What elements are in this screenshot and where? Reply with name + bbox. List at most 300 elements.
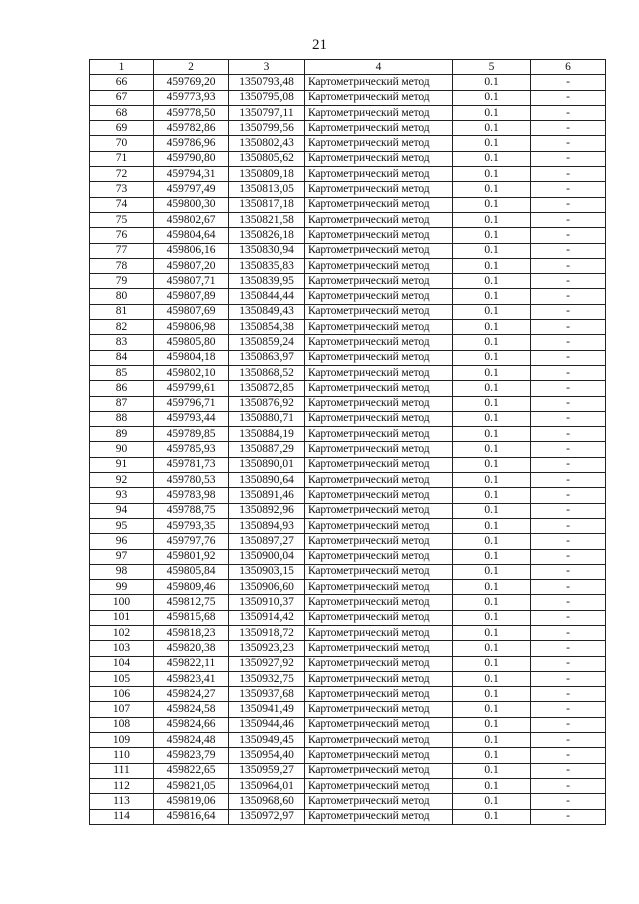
x-coordinate-cell: 459822,65: [154, 763, 229, 778]
accuracy-cell: 0.1: [453, 289, 531, 304]
x-coordinate-cell: 459806,98: [154, 320, 229, 335]
y-coordinate-cell: 1350954,40: [229, 748, 305, 763]
method-cell: Картометрический метод: [305, 641, 453, 656]
method-cell: Картометрический метод: [305, 350, 453, 365]
note-cell: -: [531, 335, 606, 350]
y-coordinate-cell: 1350872,85: [229, 381, 305, 396]
y-coordinate-cell: 1350805,62: [229, 151, 305, 166]
note-cell: -: [531, 121, 606, 136]
note-cell: -: [531, 75, 606, 90]
point-number-cell: 82: [90, 320, 154, 335]
note-cell: -: [531, 442, 606, 457]
accuracy-cell: 0.1: [453, 763, 531, 778]
x-coordinate-cell: 459797,49: [154, 182, 229, 197]
method-cell: Картометрический метод: [305, 411, 453, 426]
point-number-cell: 84: [90, 350, 154, 365]
y-coordinate-cell: 1350876,92: [229, 396, 305, 411]
point-number-cell: 72: [90, 167, 154, 182]
header-cell-3: 3: [229, 60, 305, 75]
accuracy-cell: 0.1: [453, 381, 531, 396]
x-coordinate-cell: 459824,58: [154, 702, 229, 717]
note-cell: -: [531, 350, 606, 365]
table-row: [90, 564, 606, 579]
y-coordinate-cell: 1350802,43: [229, 136, 305, 151]
accuracy-cell: 0.1: [453, 442, 531, 457]
y-coordinate-cell: 1350959,27: [229, 763, 305, 778]
point-number-cell: 108: [90, 717, 154, 732]
method-cell: Картометрический метод: [305, 90, 453, 105]
y-coordinate-cell: 1350795,08: [229, 90, 305, 105]
table-row: [90, 687, 606, 702]
method-cell: Картометрический метод: [305, 121, 453, 136]
accuracy-cell: 0.1: [453, 778, 531, 793]
accuracy-cell: 0.1: [453, 610, 531, 625]
method-cell: Картометрический метод: [305, 488, 453, 503]
y-coordinate-cell: 1350918,72: [229, 625, 305, 640]
point-number-cell: 92: [90, 473, 154, 488]
note-cell: -: [531, 212, 606, 227]
note-cell: -: [531, 228, 606, 243]
table-row: [90, 625, 606, 640]
point-number-cell: 78: [90, 258, 154, 273]
note-cell: -: [531, 151, 606, 166]
y-coordinate-cell: 1350891,46: [229, 488, 305, 503]
table-header-row: [90, 60, 606, 75]
method-cell: Картометрический метод: [305, 304, 453, 319]
x-coordinate-cell: 459785,93: [154, 442, 229, 457]
point-number-cell: 68: [90, 105, 154, 120]
table-row: [90, 228, 606, 243]
accuracy-cell: 0.1: [453, 90, 531, 105]
point-number-cell: 83: [90, 335, 154, 350]
y-coordinate-cell: 1350914,42: [229, 610, 305, 625]
x-coordinate-cell: 459783,98: [154, 488, 229, 503]
method-cell: Картометрический метод: [305, 702, 453, 717]
table-body: [90, 75, 606, 825]
point-number-cell: 107: [90, 702, 154, 717]
note-cell: -: [531, 687, 606, 702]
note-cell: -: [531, 595, 606, 610]
point-number-cell: 73: [90, 182, 154, 197]
x-coordinate-cell: 459773,93: [154, 90, 229, 105]
note-cell: -: [531, 427, 606, 442]
accuracy-cell: 0.1: [453, 105, 531, 120]
point-number-cell: 89: [90, 427, 154, 442]
x-coordinate-cell: 459809,46: [154, 580, 229, 595]
accuracy-cell: 0.1: [453, 151, 531, 166]
note-cell: -: [531, 365, 606, 380]
table-row: [90, 197, 606, 212]
y-coordinate-cell: 1350813,05: [229, 182, 305, 197]
x-coordinate-cell: 459796,71: [154, 396, 229, 411]
table-row: [90, 350, 606, 365]
method-cell: Картометрический метод: [305, 136, 453, 151]
note-cell: -: [531, 243, 606, 258]
note-cell: -: [531, 473, 606, 488]
x-coordinate-cell: 459789,85: [154, 427, 229, 442]
point-number-cell: 87: [90, 396, 154, 411]
note-cell: -: [531, 381, 606, 396]
point-number-cell: 88: [90, 411, 154, 426]
point-number-cell: 77: [90, 243, 154, 258]
y-coordinate-cell: 1350903,15: [229, 564, 305, 579]
x-coordinate-cell: 459769,20: [154, 75, 229, 90]
point-number-cell: 81: [90, 304, 154, 319]
accuracy-cell: 0.1: [453, 182, 531, 197]
method-cell: Картометрический метод: [305, 564, 453, 579]
point-number-cell: 102: [90, 625, 154, 640]
note-cell: -: [531, 518, 606, 533]
point-number-cell: 80: [90, 289, 154, 304]
accuracy-cell: 0.1: [453, 335, 531, 350]
accuracy-cell: 0.1: [453, 197, 531, 212]
x-coordinate-cell: 459801,92: [154, 549, 229, 564]
method-cell: Картометрический метод: [305, 105, 453, 120]
method-cell: Картометрический метод: [305, 778, 453, 793]
method-cell: Картометрический метод: [305, 503, 453, 518]
y-coordinate-cell: 1350892,96: [229, 503, 305, 518]
table-row: [90, 167, 606, 182]
accuracy-cell: 0.1: [453, 228, 531, 243]
table-row: [90, 503, 606, 518]
x-coordinate-cell: 459807,89: [154, 289, 229, 304]
table-row: [90, 212, 606, 227]
note-cell: -: [531, 580, 606, 595]
note-cell: -: [531, 411, 606, 426]
method-cell: Картометрический метод: [305, 625, 453, 640]
point-number-cell: 74: [90, 197, 154, 212]
point-number-cell: 100: [90, 595, 154, 610]
coordinates-table: [89, 59, 606, 825]
accuracy-cell: 0.1: [453, 717, 531, 732]
x-coordinate-cell: 459778,50: [154, 105, 229, 120]
method-cell: Картометрический метод: [305, 243, 453, 258]
note-cell: -: [531, 396, 606, 411]
note-cell: -: [531, 702, 606, 717]
method-cell: Картометрический метод: [305, 595, 453, 610]
x-coordinate-cell: 459802,10: [154, 365, 229, 380]
x-coordinate-cell: 459794,31: [154, 167, 229, 182]
point-number-cell: 79: [90, 274, 154, 289]
note-cell: -: [531, 90, 606, 105]
accuracy-cell: 0.1: [453, 671, 531, 686]
accuracy-cell: 0.1: [453, 350, 531, 365]
x-coordinate-cell: 459822,11: [154, 656, 229, 671]
point-number-cell: 97: [90, 549, 154, 564]
note-cell: -: [531, 717, 606, 732]
header-cell-6: 6: [531, 60, 606, 75]
point-number-cell: 75: [90, 212, 154, 227]
y-coordinate-cell: 1350835,83: [229, 258, 305, 273]
x-coordinate-cell: 459800,30: [154, 197, 229, 212]
accuracy-cell: 0.1: [453, 656, 531, 671]
x-coordinate-cell: 459823,41: [154, 671, 229, 686]
accuracy-cell: 0.1: [453, 518, 531, 533]
method-cell: Картометрический метод: [305, 457, 453, 472]
method-cell: Картометрический метод: [305, 151, 453, 166]
header-cell-4: 4: [305, 60, 453, 75]
accuracy-cell: 0.1: [453, 258, 531, 273]
accuracy-cell: 0.1: [453, 320, 531, 335]
table-row: [90, 763, 606, 778]
x-coordinate-cell: 459804,64: [154, 228, 229, 243]
x-coordinate-cell: 459806,16: [154, 243, 229, 258]
point-number-cell: 66: [90, 75, 154, 90]
table-row: [90, 335, 606, 350]
x-coordinate-cell: 459780,53: [154, 473, 229, 488]
method-cell: Картометрический метод: [305, 182, 453, 197]
method-cell: Картометрический метод: [305, 549, 453, 564]
point-number-cell: 76: [90, 228, 154, 243]
method-cell: Картометрический метод: [305, 580, 453, 595]
y-coordinate-cell: 1350817,18: [229, 197, 305, 212]
table-row: [90, 182, 606, 197]
table-row: [90, 595, 606, 610]
y-coordinate-cell: 1350849,43: [229, 304, 305, 319]
note-cell: -: [531, 809, 606, 824]
y-coordinate-cell: 1350799,56: [229, 121, 305, 136]
point-number-cell: 96: [90, 534, 154, 549]
method-cell: Картометрический метод: [305, 794, 453, 809]
x-coordinate-cell: 459824,66: [154, 717, 229, 732]
note-cell: -: [531, 763, 606, 778]
x-coordinate-cell: 459805,84: [154, 564, 229, 579]
point-number-cell: 112: [90, 778, 154, 793]
accuracy-cell: 0.1: [453, 304, 531, 319]
table-row: [90, 411, 606, 426]
y-coordinate-cell: 1350830,94: [229, 243, 305, 258]
x-coordinate-cell: 459797,76: [154, 534, 229, 549]
accuracy-cell: 0.1: [453, 564, 531, 579]
x-coordinate-cell: 459786,96: [154, 136, 229, 151]
point-number-cell: 104: [90, 656, 154, 671]
accuracy-cell: 0.1: [453, 427, 531, 442]
table-row: [90, 151, 606, 166]
table-row: [90, 90, 606, 105]
page-number: 21: [312, 37, 327, 53]
note-cell: -: [531, 105, 606, 120]
x-coordinate-cell: 459820,38: [154, 641, 229, 656]
accuracy-cell: 0.1: [453, 411, 531, 426]
x-coordinate-cell: 459815,68: [154, 610, 229, 625]
accuracy-cell: 0.1: [453, 534, 531, 549]
point-number-cell: 113: [90, 794, 154, 809]
y-coordinate-cell: 1350859,24: [229, 335, 305, 350]
method-cell: Картометрический метод: [305, 656, 453, 671]
y-coordinate-cell: 1350797,11: [229, 105, 305, 120]
x-coordinate-cell: 459790,80: [154, 151, 229, 166]
table-row: [90, 320, 606, 335]
method-cell: Картометрический метод: [305, 671, 453, 686]
point-number-cell: 86: [90, 381, 154, 396]
method-cell: Картометрический метод: [305, 289, 453, 304]
header-cell-1: 1: [90, 60, 154, 75]
y-coordinate-cell: 1350809,18: [229, 167, 305, 182]
note-cell: -: [531, 671, 606, 686]
x-coordinate-cell: 459812,75: [154, 595, 229, 610]
y-coordinate-cell: 1350821,58: [229, 212, 305, 227]
table-row: [90, 473, 606, 488]
method-cell: Картометрический метод: [305, 274, 453, 289]
method-cell: Картометрический метод: [305, 427, 453, 442]
y-coordinate-cell: 1350890,64: [229, 473, 305, 488]
note-cell: -: [531, 167, 606, 182]
accuracy-cell: 0.1: [453, 365, 531, 380]
x-coordinate-cell: 459807,69: [154, 304, 229, 319]
point-number-cell: 91: [90, 457, 154, 472]
table-row: [90, 365, 606, 380]
note-cell: -: [531, 488, 606, 503]
accuracy-cell: 0.1: [453, 121, 531, 136]
method-cell: Картометрический метод: [305, 212, 453, 227]
table-row: [90, 580, 606, 595]
y-coordinate-cell: 1350894,93: [229, 518, 305, 533]
method-cell: Картометрический метод: [305, 534, 453, 549]
x-coordinate-cell: 459805,80: [154, 335, 229, 350]
x-coordinate-cell: 459793,35: [154, 518, 229, 533]
point-number-cell: 67: [90, 90, 154, 105]
accuracy-cell: 0.1: [453, 243, 531, 258]
point-number-cell: 105: [90, 671, 154, 686]
x-coordinate-cell: 459807,71: [154, 274, 229, 289]
method-cell: Картометрический метод: [305, 381, 453, 396]
point-number-cell: 110: [90, 748, 154, 763]
y-coordinate-cell: 1350826,18: [229, 228, 305, 243]
note-cell: -: [531, 274, 606, 289]
table-row: [90, 733, 606, 748]
method-cell: Картометрический метод: [305, 442, 453, 457]
note-cell: -: [531, 289, 606, 304]
accuracy-cell: 0.1: [453, 473, 531, 488]
method-cell: Картометрический метод: [305, 396, 453, 411]
table-row: [90, 534, 606, 549]
accuracy-cell: 0.1: [453, 794, 531, 809]
y-coordinate-cell: 1350968,60: [229, 794, 305, 809]
method-cell: Картометрический метод: [305, 167, 453, 182]
method-cell: Картометрический метод: [305, 733, 453, 748]
note-cell: -: [531, 304, 606, 319]
y-coordinate-cell: 1350941,49: [229, 702, 305, 717]
method-cell: Картометрический метод: [305, 320, 453, 335]
point-number-cell: 101: [90, 610, 154, 625]
point-number-cell: 69: [90, 121, 154, 136]
x-coordinate-cell: 459816,64: [154, 809, 229, 824]
note-cell: -: [531, 794, 606, 809]
table-row: [90, 809, 606, 824]
note-cell: -: [531, 733, 606, 748]
y-coordinate-cell: 1350944,46: [229, 717, 305, 732]
y-coordinate-cell: 1350972,97: [229, 809, 305, 824]
method-cell: Картометрический метод: [305, 473, 453, 488]
accuracy-cell: 0.1: [453, 75, 531, 90]
x-coordinate-cell: 459824,48: [154, 733, 229, 748]
method-cell: Картометрический метод: [305, 748, 453, 763]
table-row: [90, 289, 606, 304]
y-coordinate-cell: 1350937,68: [229, 687, 305, 702]
y-coordinate-cell: 1350890,01: [229, 457, 305, 472]
accuracy-cell: 0.1: [453, 212, 531, 227]
y-coordinate-cell: 1350793,48: [229, 75, 305, 90]
note-cell: -: [531, 610, 606, 625]
x-coordinate-cell: 459824,27: [154, 687, 229, 702]
note-cell: -: [531, 656, 606, 671]
method-cell: Картометрический метод: [305, 763, 453, 778]
point-number-cell: 94: [90, 503, 154, 518]
y-coordinate-cell: 1350932,75: [229, 671, 305, 686]
table-row: [90, 105, 606, 120]
accuracy-cell: 0.1: [453, 625, 531, 640]
note-cell: -: [531, 182, 606, 197]
y-coordinate-cell: 1350880,71: [229, 411, 305, 426]
table-row: [90, 671, 606, 686]
method-cell: Картометрический метод: [305, 365, 453, 380]
x-coordinate-cell: 459799,61: [154, 381, 229, 396]
note-cell: -: [531, 748, 606, 763]
table-row: [90, 748, 606, 763]
x-coordinate-cell: 459807,20: [154, 258, 229, 273]
y-coordinate-cell: 1350854,38: [229, 320, 305, 335]
point-number-cell: 109: [90, 733, 154, 748]
method-cell: Картометрический метод: [305, 197, 453, 212]
note-cell: -: [531, 534, 606, 549]
y-coordinate-cell: 1350964,01: [229, 778, 305, 793]
method-cell: Картометрический метод: [305, 335, 453, 350]
point-number-cell: 71: [90, 151, 154, 166]
y-coordinate-cell: 1350910,37: [229, 595, 305, 610]
y-coordinate-cell: 1350897,27: [229, 534, 305, 549]
accuracy-cell: 0.1: [453, 503, 531, 518]
table-row: [90, 136, 606, 151]
table-row: [90, 717, 606, 732]
table-row: [90, 258, 606, 273]
table-row: [90, 304, 606, 319]
table-row: [90, 641, 606, 656]
table-row: [90, 549, 606, 564]
accuracy-cell: 0.1: [453, 136, 531, 151]
table-row: [90, 794, 606, 809]
note-cell: -: [531, 549, 606, 564]
note-cell: -: [531, 503, 606, 518]
y-coordinate-cell: 1350923,23: [229, 641, 305, 656]
point-number-cell: 106: [90, 687, 154, 702]
accuracy-cell: 0.1: [453, 457, 531, 472]
y-coordinate-cell: 1350868,52: [229, 365, 305, 380]
method-cell: Картометрический метод: [305, 717, 453, 732]
table-row: [90, 656, 606, 671]
accuracy-cell: 0.1: [453, 733, 531, 748]
x-coordinate-cell: 459823,79: [154, 748, 229, 763]
note-cell: -: [531, 625, 606, 640]
y-coordinate-cell: 1350949,45: [229, 733, 305, 748]
x-coordinate-cell: 459819,06: [154, 794, 229, 809]
point-number-cell: 90: [90, 442, 154, 457]
table-row: [90, 243, 606, 258]
accuracy-cell: 0.1: [453, 687, 531, 702]
accuracy-cell: 0.1: [453, 595, 531, 610]
point-number-cell: 99: [90, 580, 154, 595]
table-row: [90, 518, 606, 533]
note-cell: -: [531, 197, 606, 212]
table-row: [90, 427, 606, 442]
accuracy-cell: 0.1: [453, 549, 531, 564]
note-cell: -: [531, 457, 606, 472]
table-row: [90, 121, 606, 136]
point-number-cell: 98: [90, 564, 154, 579]
accuracy-cell: 0.1: [453, 488, 531, 503]
table-row: [90, 442, 606, 457]
accuracy-cell: 0.1: [453, 274, 531, 289]
y-coordinate-cell: 1350863,97: [229, 350, 305, 365]
